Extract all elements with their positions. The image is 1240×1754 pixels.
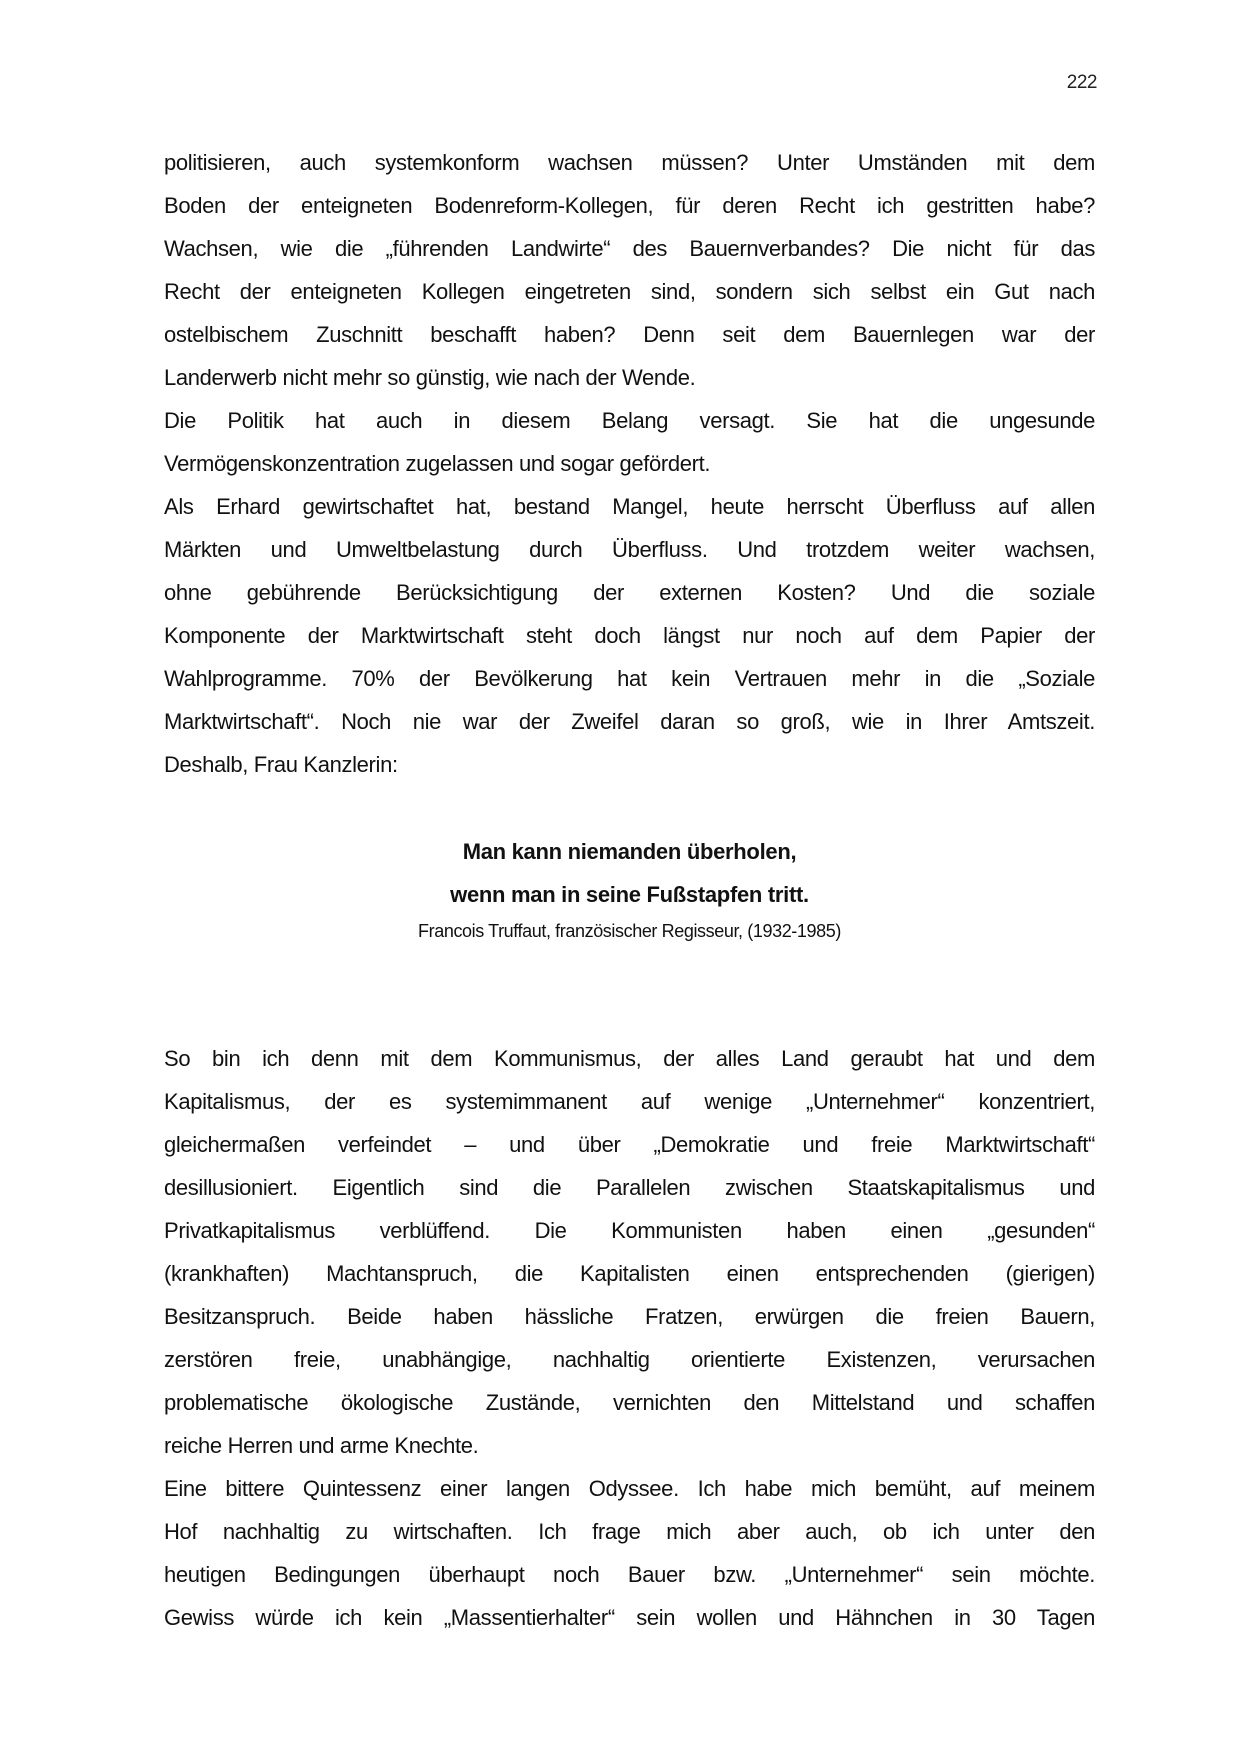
quote-line-2: wenn man in seine Fußstapfen tritt. <box>450 882 809 907</box>
quote-attribution: Francois Truffaut, französischer Regisseur, (1932-1985) <box>418 921 841 941</box>
text-line: ostelbischem Zuschnitt beschafft haben? Denn seit dem Bauernlegen war der <box>164 322 1095 347</box>
text-line: Deshalb, Frau Kanzlerin: <box>164 752 398 777</box>
text-line: zerstören freie, unabhängige, nachhaltig orientierte Existenzen, verursachen <box>164 1347 1095 1372</box>
text-line: politisieren, auch systemkonform wachsen müssen? Unter Umständen mit dem <box>164 150 1095 175</box>
text-line: gleichermaßen verfeindet – und über „Demokratie und freie Marktwirtschaft“ <box>164 1132 1095 1157</box>
text-line: Privatkapitalismus verblüffend. Die Kommunisten haben einen „gesunden“ <box>164 1218 1095 1243</box>
quote-block <box>164 830 1095 946</box>
text-line: reiche Herren und arme Knechte. <box>164 1433 479 1458</box>
text-line: Die Politik hat auch in diesem Belang versagt. Sie hat die ungesunde <box>164 408 1095 433</box>
text-line: problematische ökologische Zustände, vernichten den Mittelstand und schaffen <box>164 1390 1095 1415</box>
quote-line-1: Man kann niemanden überholen, <box>462 839 797 864</box>
text-line: So bin ich denn mit dem Kommunismus, der alles Land geraubt hat und dem <box>164 1046 1095 1071</box>
text-line: Gewiss würde ich kein „Massentierhalter“ sein wollen und Hähnchen in 30 Tagen <box>164 1605 1095 1630</box>
text-line: Boden der enteigneten Bodenreform-Kollegen, für deren Recht ich gestritten habe? <box>164 193 1095 218</box>
text-line: Wahlprogramme. 70% der Bevölkerung hat kein Vertrauen mehr in die „Soziale <box>164 666 1095 691</box>
text-line: Recht der enteigneten Kollegen eingetreten sind, sondern sich selbst ein Gut nach <box>164 279 1095 304</box>
text-line: Hof nachhaltig zu wirtschaften. Ich frage mich aber auch, ob ich unter den <box>164 1519 1095 1544</box>
text-line: Komponente der Marktwirtschaft steht doch längst nur noch auf dem Papier der <box>164 623 1095 648</box>
paragraph-block-1 <box>164 141 1095 786</box>
text-line: Wachsen, wie die „führenden Landwirte“ des Bauernverbandes? Die nicht für das <box>164 236 1095 261</box>
paragraph-block-2 <box>164 1037 1095 1639</box>
text-line: desillusioniert. Eigentlich sind die Parallelen zwischen Staatskapitalismus und <box>164 1175 1095 1200</box>
text-line: Märkten und Umweltbelastung durch Überfluss. Und trotzdem weiter wachsen, <box>164 537 1095 562</box>
text-line: ohne gebührende Berücksichtigung der externen Kosten? Und die soziale <box>164 580 1095 605</box>
text-line: Landerwerb nicht mehr so günstig, wie nach der Wende. <box>164 365 696 390</box>
page-number: 222 <box>1066 72 1097 93</box>
text-line: Kapitalismus, der es systemimmanent auf wenige „Unternehmer“ konzentriert, <box>164 1089 1095 1114</box>
text-line: Marktwirtschaft“. Noch nie war der Zweifel daran so groß, wie in Ihrer Amtszeit. <box>164 709 1095 734</box>
text-line: (krankhaften) Machtanspruch, die Kapitalisten einen entsprechenden (gierigen) <box>164 1261 1095 1286</box>
text-line: Vermögenskonzentration zugelassen und sogar gefördert. <box>164 451 711 476</box>
text-line: Besitzanspruch. Beide haben hässliche Fratzen, erwürgen die freien Bauern, <box>164 1304 1095 1329</box>
text-line: Als Erhard gewirtschaftet hat, bestand Mangel, heute herrscht Überfluss auf allen <box>164 494 1095 519</box>
text-line: Eine bittere Quintessenz einer langen Odyssee. Ich habe mich bemüht, auf meinem <box>164 1476 1095 1501</box>
text-line: heutigen Bedingungen überhaupt noch Bauer bzw. „Unternehmer“ sein möchte. <box>164 1562 1095 1587</box>
